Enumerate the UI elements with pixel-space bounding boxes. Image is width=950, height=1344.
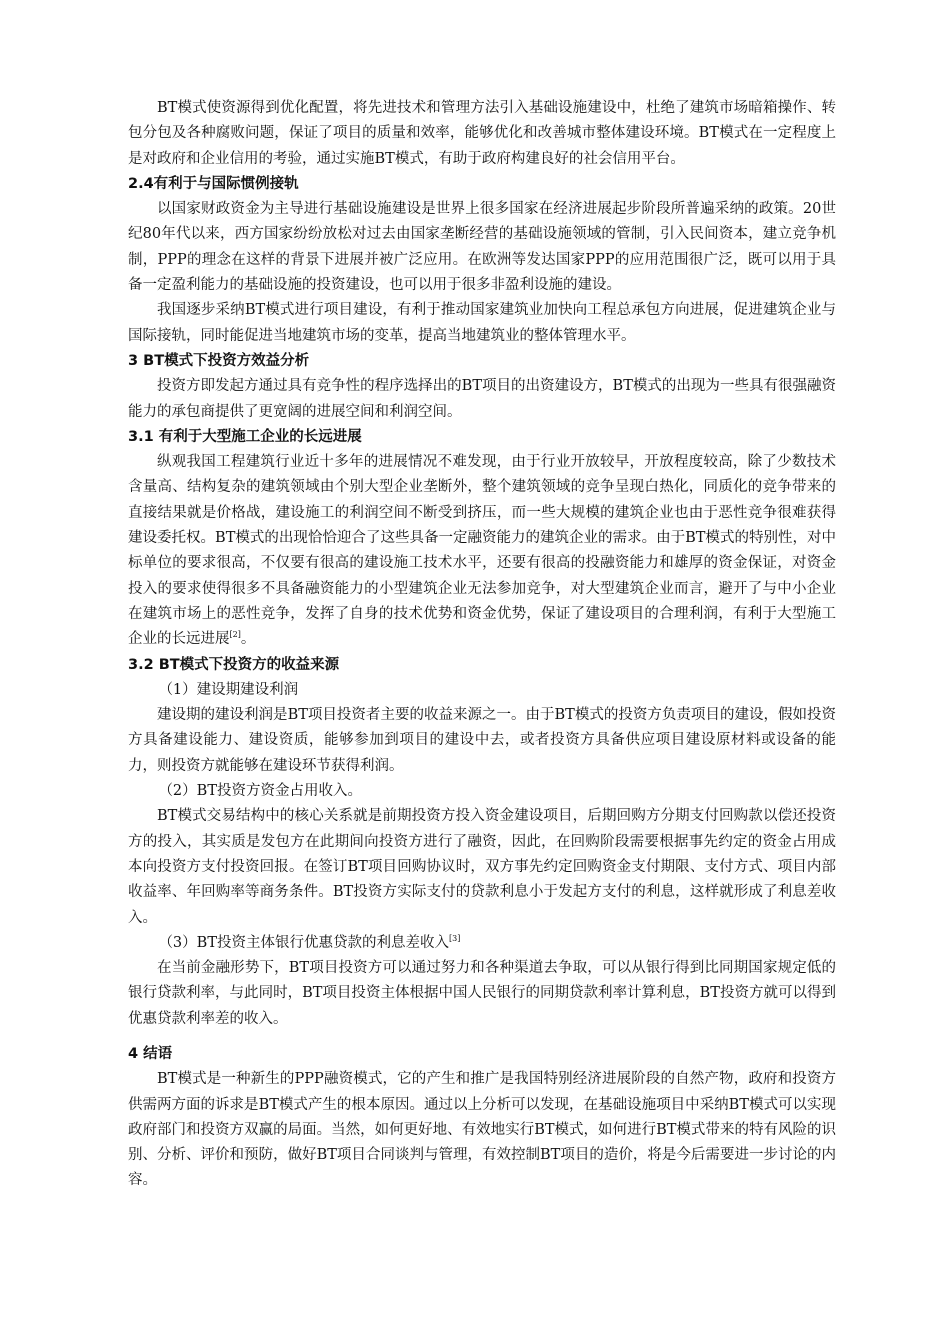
paragraph-construction-profit: 建设期的建设利润是BT项目投资者主要的收益来源之一。由于BT模式的投资方负责项目的建设，假如投资方具备建设能力、建设资质，能够参加到项目的建设中去，或者投资方具备供应项目建设原材料或设备的能力，则投资方就能够在建设环节获得利润。 <box>128 707 836 774</box>
list-item-capital-occupation: （2）BT投资方资金占用收入。 <box>158 783 362 800</box>
paragraph-text: 纵观我国工程建筑行业近十多年的进展情况不难发现，由于行业开放较早，开放程度较高，除了少数技术含量高、结构复杂的建筑领域由个别大型企业垄断外，整个建筑领域的竞争呈现白热化，同质化的竞争带来的直接结果就是价格战，建设施工的利润空间不断受到挤压，而一些大规模的建筑企业也由于恶性竞争很难获得建设委托权。BT模式的出现恰恰迎合了这些具备一定融资能力的建筑企业的需求。由于BT模式的特别性，对中标单位的要求很高，不仅要有很高的建设施工技术水平，还要有很高的投融资能力和雄厚的资金保证，对资金投入的要求使得很多不具备融资能力的小型建筑企业无法参加竞争，对大型建筑企业而言，避开了与中小企业在建筑市场上的恶性竞争，发挥了自身的技术优势和资金优势，保证了建设项目的合理利润，有利于大型施工企业的长远进展 <box>128 454 836 648</box>
list-item-text: （3）BT投资主体银行优惠贷款的利息差收入 <box>158 934 449 951</box>
heading-3-2: 3.2 BT模式下投资方的收益来源 <box>128 656 340 673</box>
paragraph-national-finance: 以国家财政资金为主导进行基础设施建设是世界上很多国家在经济进展起步阶段所普遍采纳的政策。20世纪80年代以来，西方国家纷纷放松对过去由国家垄断经营的基础设施领域的管制，引入民间资本，建立竞争机制，PPP的理念在这样的背景下进展并被广泛应用。在欧洲等发达国家PPP的应用范围很广泛，既可以用于具备一定盈利能力的基础设施的投资建设，也可以用于很多非盈利设施的建设。 <box>128 201 836 294</box>
paragraph-loan-interest: 在当前金融形势下，BT项目投资方可以通过努力和各种渠道去争取，可以从银行得到比同期国家规定低的银行贷款利率，与此同时，BT项目投资主体根据中国人民银行的同期贷款利率计算利息，BT投资方就可以得到优惠贷款利率差的收入。 <box>128 960 836 1027</box>
list-item-construction-profit: （1）建设期建设利润 <box>158 681 299 698</box>
list-item-loan-interest <box>128 931 836 956</box>
heading-2-4: 2.4有利于与国际惯例接轨 <box>128 175 299 192</box>
citation-ref: [2] <box>229 630 241 640</box>
paragraph-bt-resource-allocation: BT模式使资源得到优化配置，将先进技术和管理方法引入基础设施建设中，杜绝了建筑市场暗箱操作、转包分包及各种腐败问题，保证了项目的质量和效率，能够优化和改善城市整体建设环境。BT模式在一定程度上是对政府和企业信用的考验，通过实施BT模式，有助于政府构建良好的社会信用平台。 <box>128 100 836 167</box>
heading-3: 3 BT模式下投资方效益分析 <box>128 352 310 369</box>
paragraph-conclusion: BT模式是一种新生的PPP融资模式，它的产生和推广是我国特别经济进展阶段的自然产物，政府和投资方供需两方面的诉求是BT模式产生的根本原因。通过以上分析可以发现，在基础设施项目中采纳BT模式可以实现政府部门和投资方双赢的局面。当然，如何更好地、有效地实行BT模式，如何进行BT模式带来的特有风险的识别、分析、评价和预防，做好BT项目合同谈判与管理，有效控制BT项目的造价，将是今后需要进一步讨论的内容。 <box>128 1071 836 1189</box>
heading-3-1: 3.1 有利于大型施工企业的长远进展 <box>128 428 362 445</box>
heading-4-conclusion: 4 结语 <box>128 1045 173 1062</box>
paragraph-china-adopt-bt: 我国逐步采纳BT模式进行项目建设，有利于推动国家建筑业加快向工程总承包方向进展，促进建筑企业与国际接轨，同时能促进当地建筑市场的变革，提高当地建筑业的整体管理水平。 <box>128 302 836 344</box>
paragraph-end: 。 <box>240 631 256 648</box>
paragraph-investor-definition: 投资方即发起方通过具有竞争性的程序选择出的BT项目的出资建设方，BT模式的出现为一些具有很强融资能力的承包商提供了更宽阔的进展空间和利润空间。 <box>128 378 836 420</box>
citation-ref: [3] <box>449 933 461 943</box>
paragraph-capital-occupation: BT模式交易结构中的核心关系就是前期投资方投入资金建设项目，后期回购方分期支付回购款以偿还投资方的投入，其实质是发包方在此期间向投资方进行了融资，因此，在回购阶段需要根据事先约定的资金占用成本向投资方支付投资回报。在签订BT项目回购协议时，双方事先约定回购资金支付期限、支付方式、项目内部收益率、年回购率等商务条件。BT投资方实际支付的贷款利息小于发起方支付的利息，这样就形成了利息差收入。 <box>128 808 836 926</box>
paragraph-industry-overview <box>128 450 836 652</box>
document-page <box>128 96 836 1194</box>
